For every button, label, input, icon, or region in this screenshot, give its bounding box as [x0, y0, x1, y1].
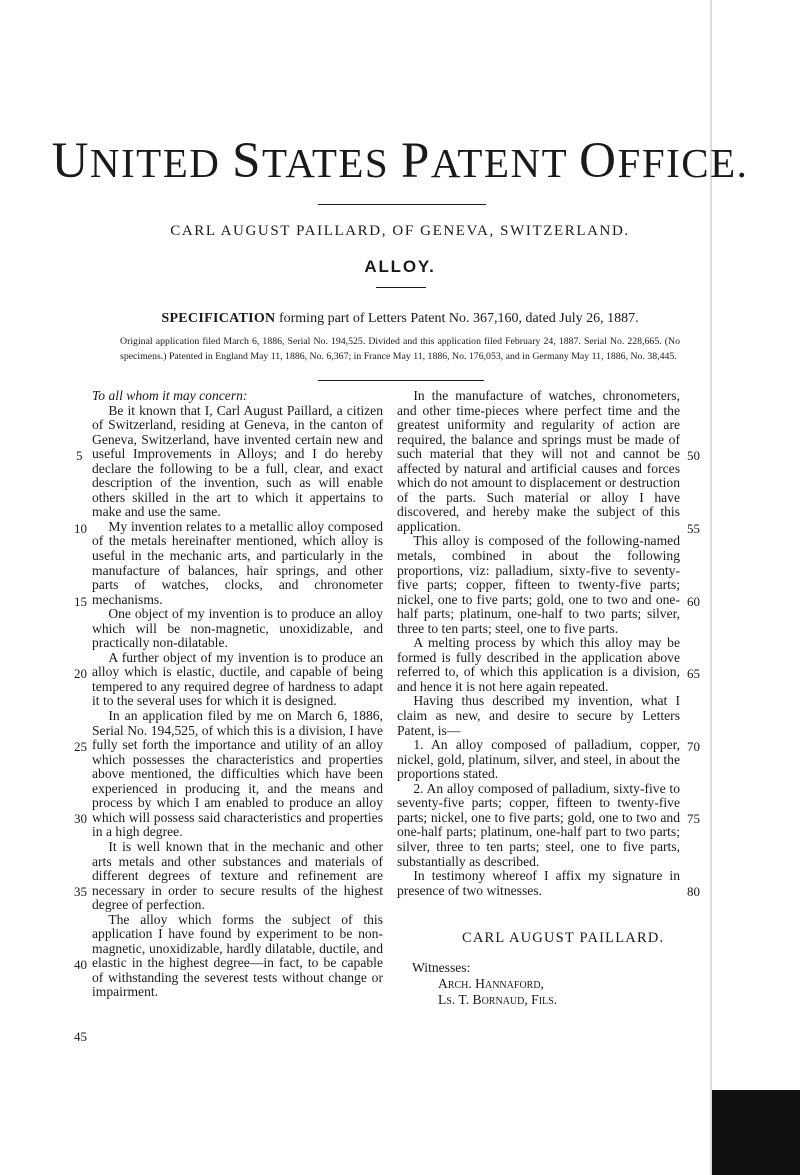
- scan-corner-shadow: [712, 1090, 800, 1175]
- line-number: 60: [687, 594, 700, 609]
- title-word: UNITED: [51, 133, 221, 189]
- testimony: In testimony whereof I affix my signature in presence of two witnesses.: [397, 868, 680, 898]
- subject-rule: [376, 287, 426, 288]
- inventor-line: CARL AUGUST PAILLARD, OF GENEVA, SWITZERLAND.: [170, 223, 630, 239]
- line-number: 45: [74, 1029, 87, 1044]
- inventor-signature: CARL AUGUST PAILLARD.: [462, 930, 665, 946]
- line-number: 50: [687, 448, 700, 463]
- paragraph: It is well known that in the mechanic and other arts metals and other substances and materials of different degrees of texture and refinement are necessary in order to secure results of the highest degree of perfection.: [92, 838, 383, 913]
- line-number: 70: [687, 739, 700, 754]
- line-number: 20: [74, 666, 87, 681]
- paragraph: This alloy is composed of the following-named metals, combined in about the following proportions, viz: palladium, sixty-five to seventy-five parts; copper, fifteen to twenty-five parts; nickel, one to five parts; gold, one to two and one-half parts; platinum, one-half to two parts; silver, three to ten parts; steel, one to five parts.: [397, 533, 680, 636]
- line-number: 40: [74, 957, 87, 972]
- title-word: PATENT: [400, 133, 568, 189]
- witness-name: Ls. T. Bornaud, Fils.: [438, 992, 558, 1007]
- header-rule: [318, 380, 484, 381]
- line-number: 80: [687, 884, 700, 899]
- witness-name: Arch. Hannaford,: [438, 976, 544, 991]
- subject-heading: ALLOY.: [364, 257, 436, 276]
- paragraph: A melting process by which this alloy may be formed is fully described in the application above referred to, of which this application is a division, and hence it is not here again repeated.: [397, 635, 680, 694]
- spec-text: forming part of Letters Patent No. 367,160, dated July 26, 1887.: [275, 311, 639, 326]
- claim-1: 1. An alloy composed of palladium, copper, nickel, gold, platinum, silver, and steel, in about the proportions stated.: [397, 737, 680, 782]
- paragraph: My invention relates to a metallic alloy composed of the metals hereinafter mentioned, which alloy is useful in the mechanic arts, and particularly in the manufacture of balances, hair springs, and other parts of watches, clocks, and chronometer mechanisms.: [92, 518, 383, 607]
- paragraph: Be it known that I, Carl August Paillard, a citizen of Switzerland, residing at Geneva, in the canton of Geneva, Switzerland, have invented certain new and useful Improvements in Alloys; and I do hereby declare the following to be a full, clear, and exact description of the invention, such as will enable others skilled in the art to which it appertains to make and use the same.: [92, 402, 383, 520]
- specification-line: [130, 311, 670, 327]
- title-word: OFFICE.: [579, 133, 749, 189]
- line-number: 25: [74, 739, 87, 754]
- paragraph: Having thus described my invention, what I claim as new, and desire to secure by Letters Patent, is—: [397, 693, 680, 738]
- line-number: 5: [76, 448, 83, 463]
- line-number: 65: [687, 666, 700, 681]
- paragraph: The alloy which forms the subject of this application I have found by experiment to be non-magnetic, unoxidizable, hardly dilatable, ductile, and elastic in the highest degree—in fact, to be capable of withstanding the severest tests without change or impairment.: [92, 911, 383, 1000]
- paragraph: A further object of my invention is to produce an alloy which is elastic, ductile, and capable of being tempered to any required degree of hardness to adapt it to the several uses for which it is designed.: [92, 649, 383, 709]
- salutation: To all whom it may concern:: [92, 388, 248, 403]
- title-word: STATES: [232, 133, 390, 189]
- application-note: Original application filed March 6, 1886, Serial No. 194,525. Divided and this application filed February 24, 1887. Serial No. 228,665. (No specimens.) Patented in England May 11, 1886, No. 6,367; in France May 11, 1886, No. 176,053, and in Germany May 11, 1886, No. 38,445.: [120, 336, 680, 362]
- spec-label: SPECIFICATION: [161, 311, 276, 326]
- paragraph: In an application filed by me on March 6, 1886, Serial No. 194,525, of which this is a division, I have fully set forth the importance and utility of an alloy which possesses the characteristics and properties above mentioned, the difficulties which have been experienced in producing it, and the means and process by which I am enabled to produce an alloy which will possess said characteristics and properties in a high degree.: [92, 708, 383, 840]
- line-number: 35: [74, 884, 87, 899]
- title-rule: [318, 204, 486, 205]
- paragraph: In the manufacture of watches, chronometers, and other time-pieces where perfect time and the greatest uniformity and regularity of action are required, the balance and springs must be made of such material that they will not and cannot be affected by natural and artificial causes and forces which do not amount to displacement or destruction of the parts. Such material or alloy I have discovered, and hereby make the subject of this application.: [397, 388, 680, 534]
- left-column: [92, 389, 383, 1000]
- page-title: [0, 133, 800, 189]
- line-number: 30: [74, 811, 87, 826]
- line-number: 55: [687, 521, 700, 536]
- line-number: 10: [74, 521, 87, 536]
- paragraph: One object of my invention is to produce an alloy which will be non-magnetic, unoxidizable, and practically non-dilatable.: [92, 606, 383, 651]
- claim-2: 2. An alloy composed of palladium, sixty-five to seventy-five parts; copper, fifteen to twenty-five parts; nickel, one to five parts; gold, one to two and one-half parts; platinum, one-half part to two parts; silver, three to ten parts; steel, one to five parts, substantially as described.: [397, 780, 680, 869]
- line-number: 75: [687, 811, 700, 826]
- right-column: [397, 389, 680, 898]
- witnesses-label: Witnesses:: [412, 960, 471, 975]
- line-number: 15: [74, 594, 87, 609]
